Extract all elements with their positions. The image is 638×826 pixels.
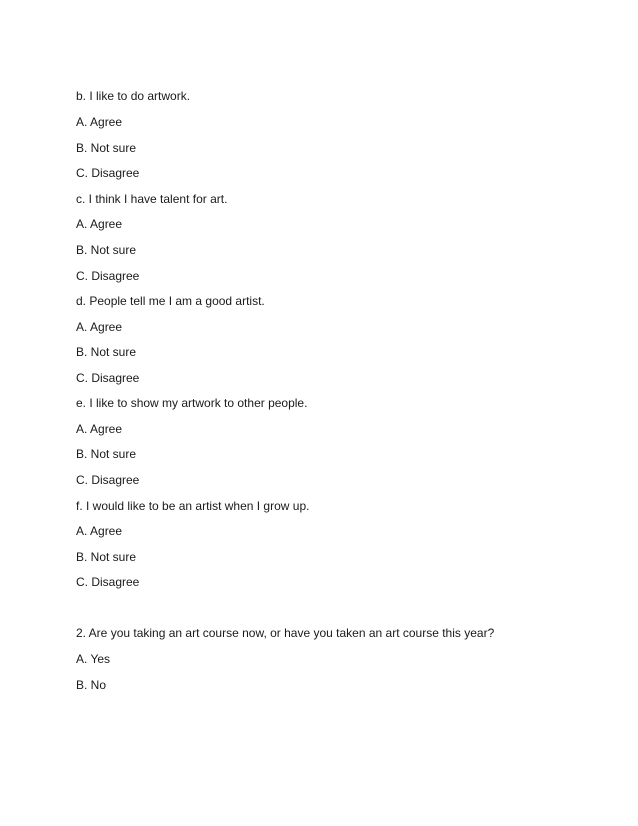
question-c-option-b: B. Not sure [76, 243, 137, 257]
question-d-prompt: d. People tell me I am a good artist. [76, 294, 265, 308]
question-2-option-b: B. No [76, 678, 107, 692]
question-f-option-a: A. Agree [76, 524, 123, 538]
question-e-option-a: A. Agree [76, 422, 123, 436]
question-2-prompt: 2. Are you taking an art course now, or have you taken an art course this year? [76, 626, 495, 640]
question-d-option-c: C. Disagree [76, 371, 140, 385]
question-f-option-c: C. Disagree [76, 575, 140, 589]
question-b-option-c: C. Disagree [76, 166, 140, 180]
question-c-option-a: A. Agree [76, 217, 123, 231]
question-b-prompt: b. I like to do artwork. [76, 89, 191, 103]
question-2-option-a: A. Yes [76, 652, 111, 666]
question-d-option-a: A. Agree [76, 320, 123, 334]
question-f-prompt: f. I would like to be an artist when I grow up. [76, 499, 310, 513]
question-c-option-c: C. Disagree [76, 269, 140, 283]
question-d-option-b: B. Not sure [76, 345, 137, 359]
question-e-option-b: B. Not sure [76, 447, 137, 461]
question-c-prompt: c. I think I have talent for art. [76, 192, 228, 206]
question-f-option-b: B. Not sure [76, 550, 137, 564]
question-b-option-a: A. Agree [76, 115, 123, 129]
question-e-option-c: C. Disagree [76, 473, 140, 487]
question-e-prompt: e. I like to show my artwork to other people. [76, 396, 308, 410]
question-b-option-b: B. Not sure [76, 141, 137, 155]
